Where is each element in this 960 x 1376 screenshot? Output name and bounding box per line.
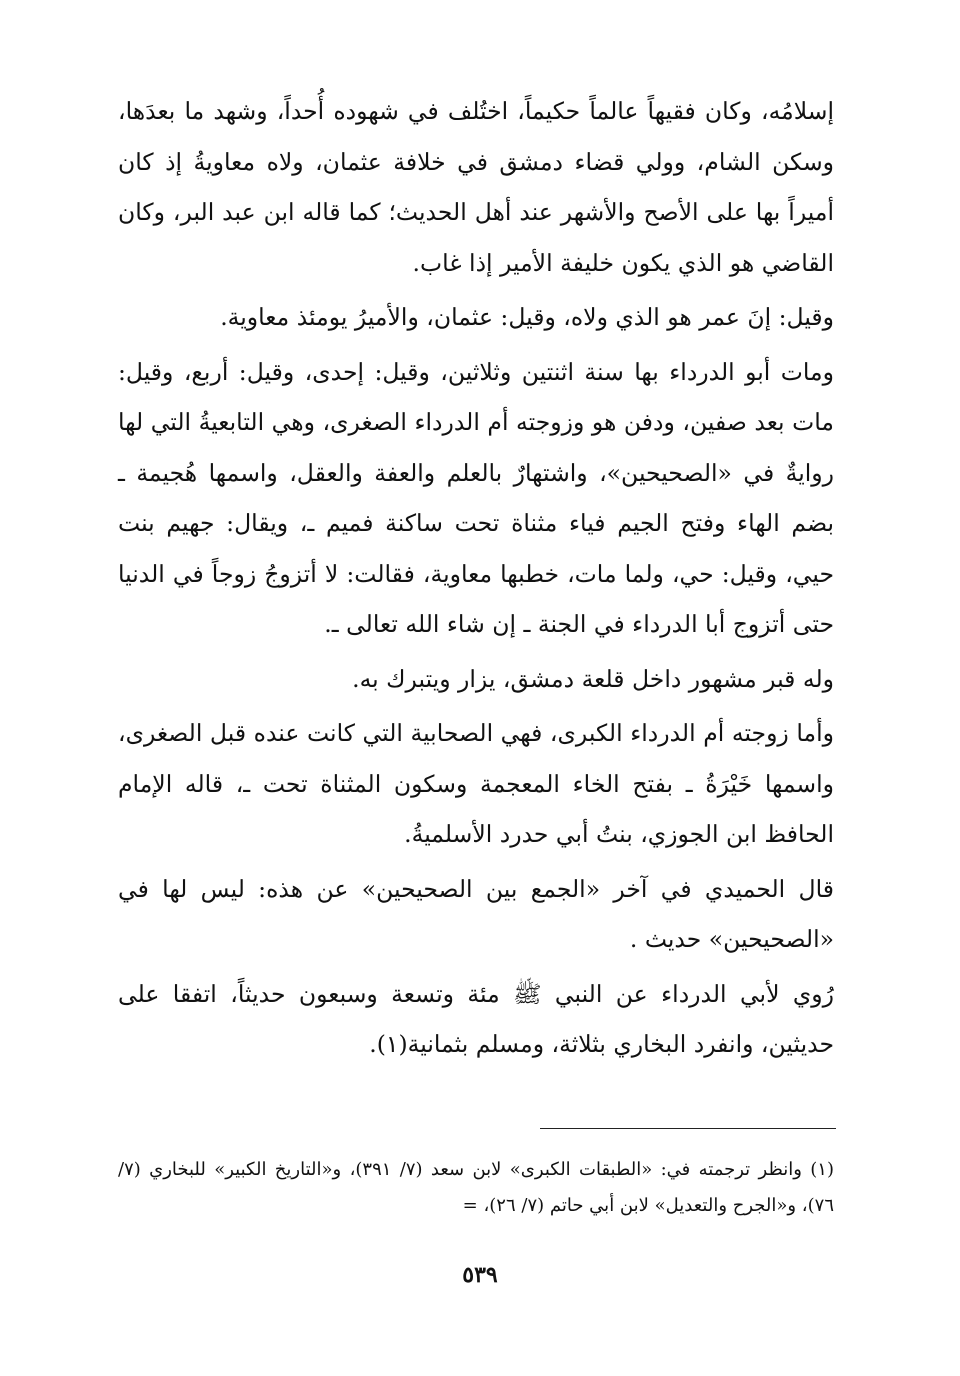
paragraph-7: رُوي لأبي الدرداء عن النبي ﷺ مئة وتسعة وسبعون حديثاً، اتفقا على حديثين، وانفرد البخاري بثلاثة، ومسلم بثمانية(١).	[118, 979, 834, 1058]
paragraph-2: وقيل: إنَ عمر هو الذي ولاه، وقيل: عثمان، والأميرُ يومئذ معاوية.	[220, 303, 834, 331]
paragraph-6: قال الحميدي في آخر «الجمع بين الصحيحين» عن هذه: ليس لها في «الصحيحين» حديث .	[118, 874, 834, 953]
footnotes-block	[118, 1152, 834, 1224]
footnote-1: (١) وانظر ترجمته في: «الطبقات الكبرى» لابن سعد (٧/ ٣٩١)، و«التاريخ الكبير» للبخاري (٧/ ٧٦)، و«الجرح والتعديل» لابن أبي حاتم (٧/ ٢٦)، =	[118, 1159, 834, 1216]
page-number: ٥٣٩	[462, 1262, 498, 1288]
paragraph-4: وله قبر مشهور داخل قلعة دمشق، يزار ويتبرك به.	[352, 664, 834, 693]
paragraph-3: ومات أبو الدرداء بها سنة اثنتين وثلاثين، وقيل: إحدى، وقيل: أربع، وقيل: مات بعد صفين، ودفن هو وزوجته أم الدرداء الصغرى، وهي التابعيةُ التي لها روايةٌ في «الصحيحين»، واشتهارٌ بالعلم والعفة والعقل، واسمها هُجيمة ـ بضم الهاء وفتح الجيم فياء مثناة تحت ساكنة فميم ـ، ويقال: جهيم بنت حيي، وقيل: حي، ولما مات، خطبها معاوية، فقالت: لا أتزوجُ زوجاً في الدنيا حتى أتزوج أبا الدرداء في الجنة ـ إن شاء الله تعالى ـ.	[118, 357, 834, 638]
main-text-block	[118, 86, 834, 1070]
footnote-separator	[540, 1128, 836, 1129]
paragraph-1: إسلامُه، وكان فقيهاً عالماً حكيماً، اختُلف في شهوده أُحداً، وشهد ما بعدَها، وسكن الشام، وولي قضاء دمشق في خلافة عثمان، ولاه معاويةُ إذ كان أميراً بها على الأصح والأشهر عند أهل الحديث؛ كما قاله ابن عبد البر، وكان القاضي هو الذي يكون خليفة الأمير إذا غاب.	[118, 97, 834, 277]
paragraph-5: وأما زوجته أم الدرداء الكبرى، فهي الصحابية التي كانت عنده قبل الصغرى، واسمها خَيْرَةُ ـ بفتح الخاء المعجمة وسكون المثناة تحت ـ، قاله الإمام الحافظ ابن الجوزي، بنتُ أبي حدرد الأسلميةُ.	[118, 719, 834, 848]
